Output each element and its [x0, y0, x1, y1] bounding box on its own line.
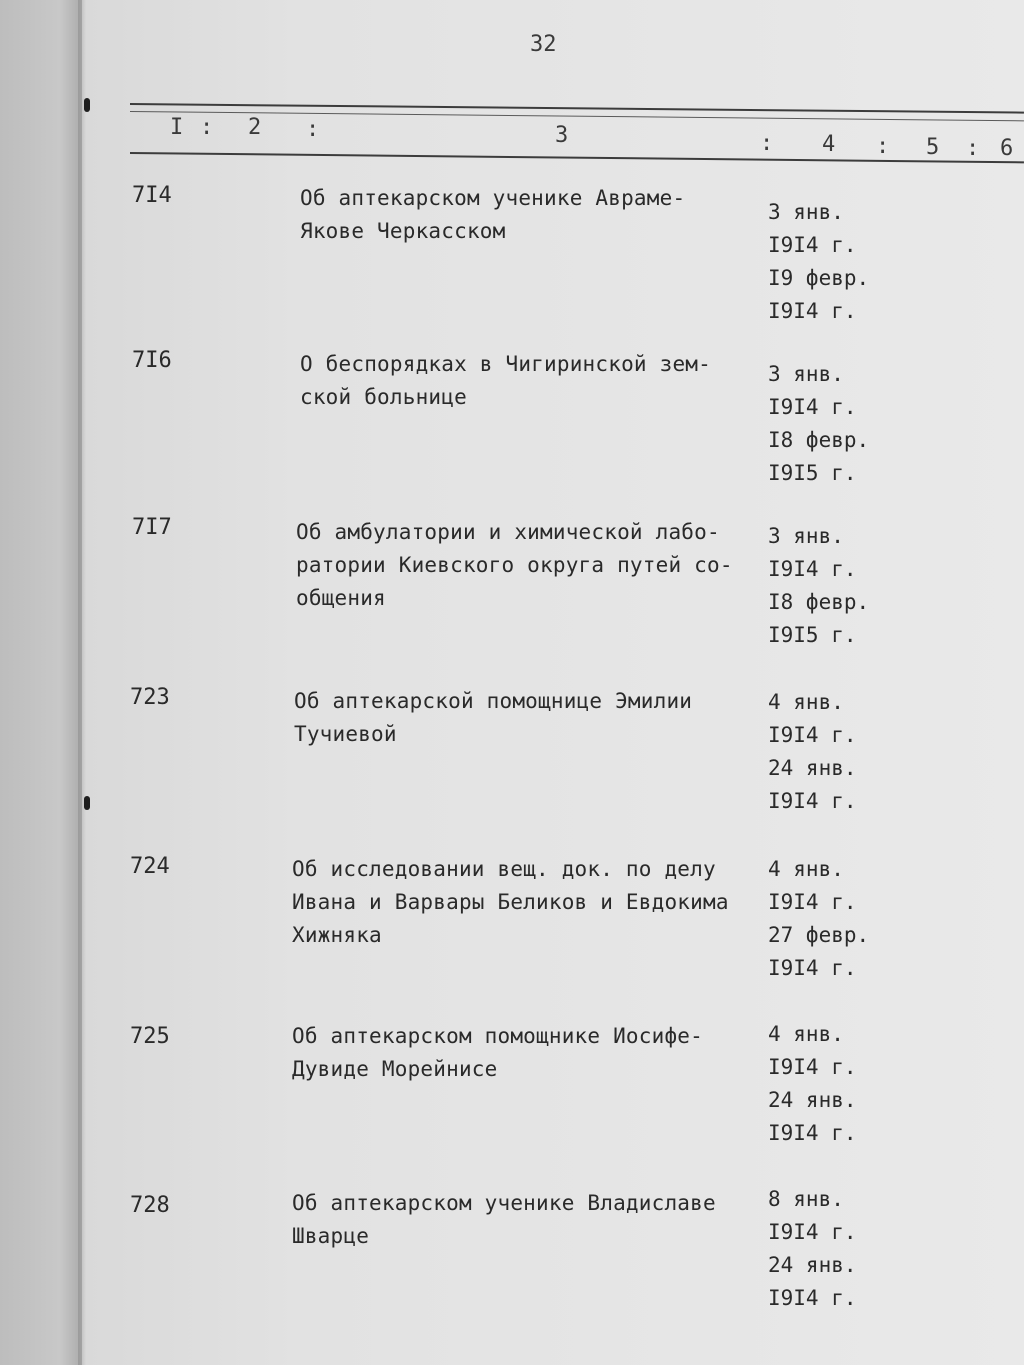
record-title: Об аптекарской помощнице Эмилии Тучиевой — [294, 689, 693, 746]
binding-hole — [84, 98, 90, 112]
record-dates — [768, 196, 888, 328]
date-line: I9I4 г. — [768, 1286, 857, 1310]
date-line: I9I4 г. — [768, 233, 857, 257]
date-line: 24 янв. — [768, 1253, 857, 1277]
record-number: 7I7 — [132, 515, 172, 540]
date-line: I9I4 г. — [768, 557, 857, 581]
binding-hole — [84, 796, 90, 810]
date-line: 4 янв. — [768, 690, 844, 714]
date-line: I9 февр. — [768, 266, 870, 290]
record-title: Об аптекарском ученике Владиславе Шварце — [292, 1191, 716, 1248]
record-number: 7I4 — [132, 183, 172, 208]
column-header-2: 2 — [248, 115, 262, 140]
date-line: I9I4 г. — [768, 1121, 857, 1145]
date-line: I9I4 г. — [768, 1220, 857, 1244]
date-line: I9I4 г. — [768, 723, 857, 747]
date-line: I9I4 г. — [768, 956, 857, 980]
record-dates — [768, 1183, 888, 1315]
column-separator: : — [200, 115, 214, 140]
date-line: 27 февр. — [768, 923, 870, 947]
page-number: 32 — [530, 32, 557, 57]
column-separator: : — [876, 134, 890, 159]
column-header-1: I — [170, 115, 184, 140]
date-line: I9I4 г. — [768, 789, 857, 813]
column-header-4: 4 — [822, 132, 836, 157]
date-line: I9I4 г. — [768, 890, 857, 914]
date-line: 3 янв. — [768, 200, 844, 224]
column-header-5: 5 — [926, 135, 940, 160]
record-number: 724 — [130, 854, 170, 879]
record-title: Об амбулатории и химической лабо- ратории Киевского округа путей со- общения — [296, 520, 733, 610]
date-line: I8 февр. — [768, 590, 870, 614]
date-line: 3 янв. — [768, 362, 844, 386]
binding-spine — [78, 0, 82, 1365]
record-dates — [768, 1018, 888, 1150]
record-number: 725 — [130, 1024, 170, 1049]
date-line: I9I4 г. — [768, 1055, 857, 1079]
record-dates — [768, 358, 888, 490]
record-number: 7I6 — [132, 348, 172, 373]
record-number: 723 — [130, 685, 170, 710]
record-dates — [768, 520, 888, 652]
date-line: I8 февр. — [768, 428, 870, 452]
record-dates — [768, 686, 888, 818]
record-title: О беспорядках в Чигиринской зем- ской больнице — [300, 352, 711, 409]
date-line: I9I4 г. — [768, 299, 857, 323]
date-line: 3 янв. — [768, 524, 844, 548]
date-line: I9I5 г. — [768, 623, 857, 647]
date-line: 4 янв. — [768, 857, 844, 881]
record-title: Об исследовании вещ. док. по делу Ивана и Варвары Беликов и Евдокима Хижняка — [292, 857, 729, 947]
record-title: Об аптекарском ученике Авраме- Якове Черкасском — [300, 186, 686, 243]
column-separator: : — [306, 117, 320, 142]
date-line: 4 янв. — [768, 1022, 844, 1046]
date-line: 24 янв. — [768, 756, 857, 780]
record-number: 728 — [130, 1193, 170, 1218]
record-dates — [768, 853, 888, 985]
date-line: I9I4 г. — [768, 395, 857, 419]
header-rule-bottom — [130, 152, 1024, 163]
date-line: 8 янв. — [768, 1187, 844, 1211]
column-separator: : — [760, 131, 774, 156]
header-rule-under — [130, 111, 1024, 121]
column-separator: : — [966, 136, 980, 161]
column-header-3: 3 — [555, 123, 569, 148]
column-header-6: 6 — [1000, 136, 1014, 161]
date-line: 24 янв. — [768, 1088, 857, 1112]
date-line: I9I5 г. — [768, 461, 857, 485]
record-title: Об аптекарском помощнике Иосифе- Дувиде Морейнисе — [292, 1024, 703, 1081]
